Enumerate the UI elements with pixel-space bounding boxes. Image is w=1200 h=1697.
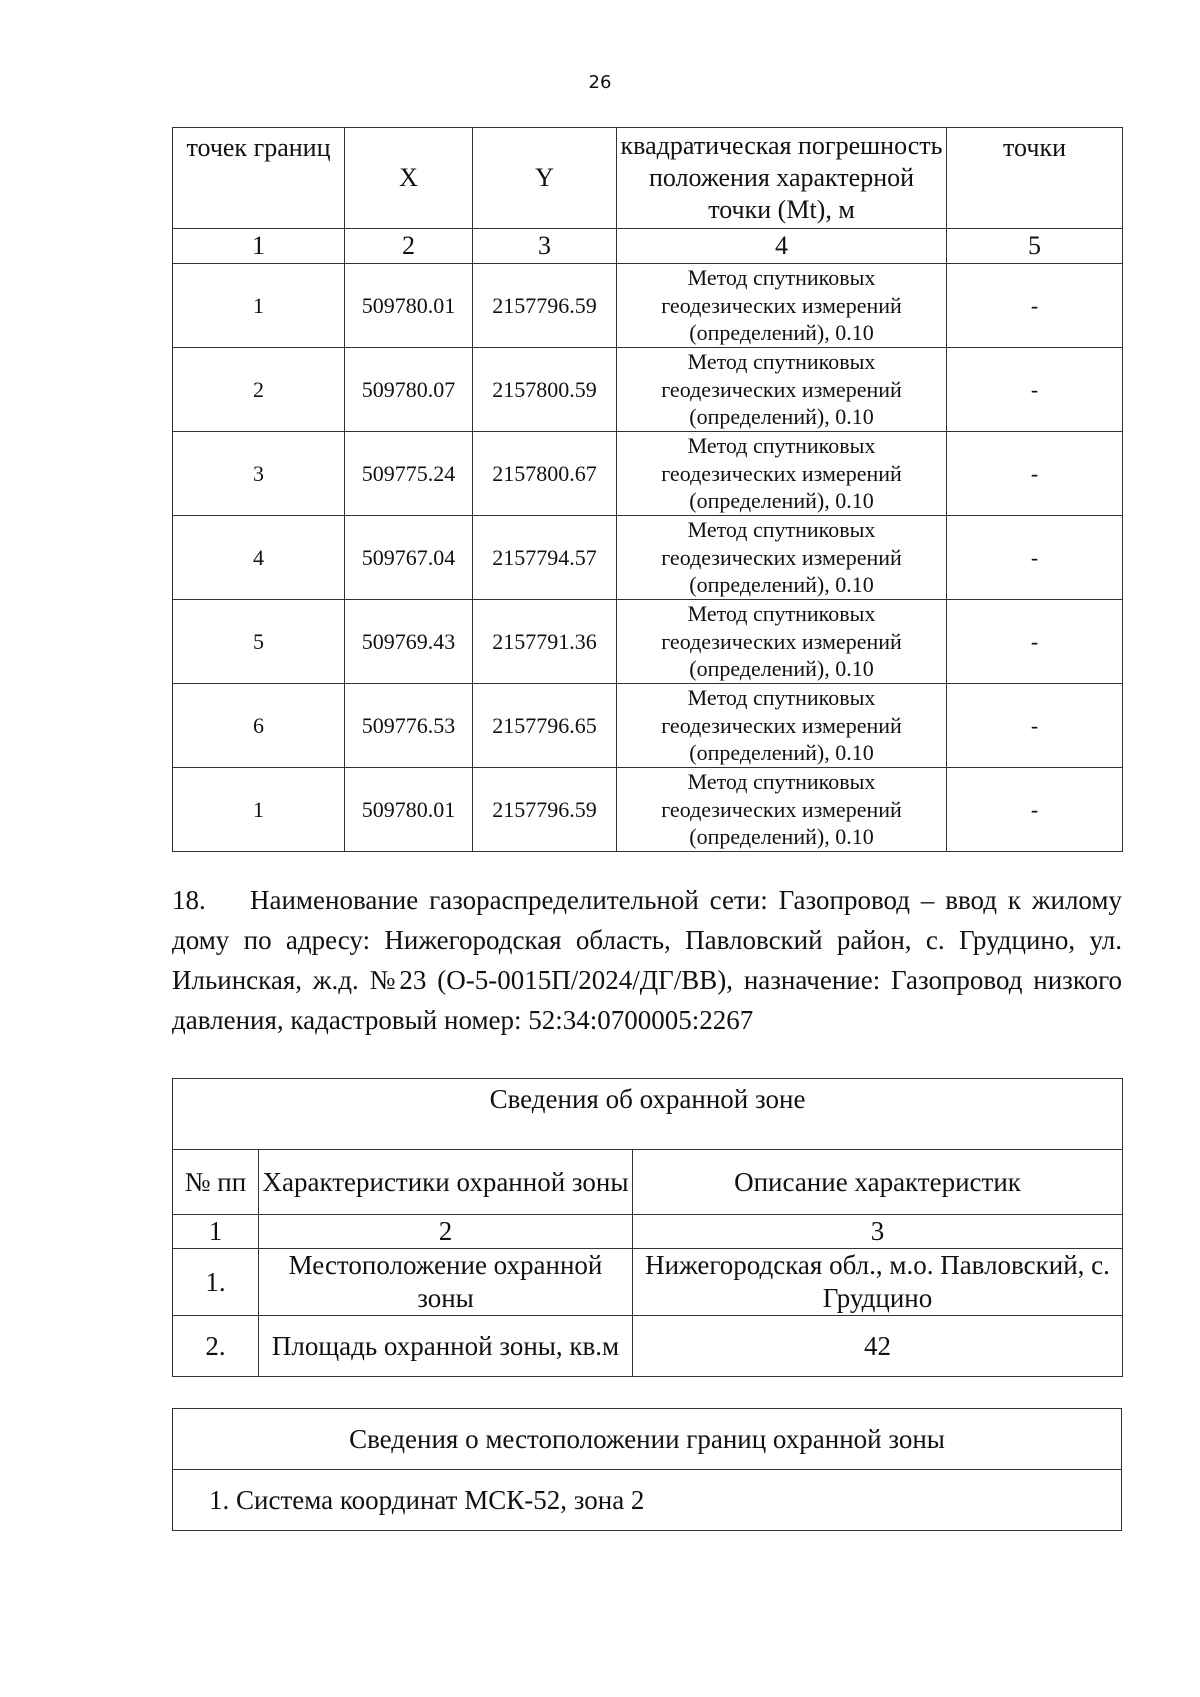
point-description: - bbox=[947, 600, 1123, 684]
zone-table-title: Сведения об охранной зоне bbox=[173, 1079, 1123, 1150]
table-row bbox=[173, 264, 1123, 348]
column-number: 2 bbox=[345, 229, 473, 264]
table-row bbox=[173, 600, 1123, 684]
column-number: 1 bbox=[173, 1215, 259, 1249]
network-paragraph bbox=[172, 880, 1122, 1040]
table-row bbox=[173, 1316, 1123, 1377]
coordinates-table-header bbox=[173, 128, 1123, 229]
point-description: - bbox=[947, 768, 1123, 852]
header-boundary-points: точек границ bbox=[173, 128, 345, 229]
row-characteristic: Местоположение охранной зоны bbox=[259, 1249, 633, 1316]
header-description: Описание характеристик bbox=[633, 1150, 1123, 1215]
point-number: 2 bbox=[173, 348, 345, 432]
coordinate-system: 1. Система координат МСК-52, зона 2 bbox=[173, 1470, 1122, 1531]
point-description: - bbox=[947, 348, 1123, 432]
point-description: - bbox=[947, 516, 1123, 600]
point-description: - bbox=[947, 432, 1123, 516]
accuracy-method: Метод спутниковых геодезических измерений (определений), 0.10 bbox=[617, 432, 947, 516]
accuracy-method: Метод спутниковых геодезических измерений (определений), 0.10 bbox=[617, 684, 947, 768]
point-number: 5 bbox=[173, 600, 345, 684]
row-number: 2. bbox=[173, 1316, 259, 1377]
table-row bbox=[173, 684, 1123, 768]
header-point-description: точки bbox=[947, 128, 1123, 229]
column-number: 3 bbox=[633, 1215, 1123, 1249]
accuracy-method: Метод спутниковых геодезических измерений (определений), 0.10 bbox=[617, 516, 947, 600]
y-coordinate: 2157794.57 bbox=[473, 516, 617, 600]
y-coordinate: 2157796.65 bbox=[473, 684, 617, 768]
table-row bbox=[173, 348, 1123, 432]
protection-zone-table bbox=[172, 1078, 1123, 1377]
table-row bbox=[173, 432, 1123, 516]
point-number: 3 bbox=[173, 432, 345, 516]
x-coordinate: 509776.53 bbox=[345, 684, 473, 768]
point-number: 6 bbox=[173, 684, 345, 768]
row-characteristic: Площадь охранной зоны, кв.м bbox=[259, 1316, 633, 1377]
y-coordinate: 2157800.59 bbox=[473, 348, 617, 432]
header-accuracy: квадратическая погрешность положения характерной точки (Mt), м bbox=[617, 128, 947, 229]
point-number: 1 bbox=[173, 768, 345, 852]
accuracy-method: Метод спутниковых геодезических измерений (определений), 0.10 bbox=[617, 264, 947, 348]
column-number: 4 bbox=[617, 229, 947, 264]
x-coordinate: 509767.04 bbox=[345, 516, 473, 600]
boundary-location-table bbox=[172, 1408, 1122, 1531]
header-number: № пп bbox=[173, 1150, 259, 1215]
accuracy-method: Метод спутниковых геодезических измерений (определений), 0.10 bbox=[617, 768, 947, 852]
y-coordinate: 2157800.67 bbox=[473, 432, 617, 516]
page-number: 26 bbox=[588, 72, 612, 93]
y-coordinate: 2157796.59 bbox=[473, 768, 617, 852]
y-coordinate: 2157796.59 bbox=[473, 264, 617, 348]
y-coordinate: 2157791.36 bbox=[473, 600, 617, 684]
column-number: 1 bbox=[173, 229, 345, 264]
x-coordinate: 509780.01 bbox=[345, 264, 473, 348]
table-row bbox=[173, 1249, 1123, 1316]
x-coordinate: 509775.24 bbox=[345, 432, 473, 516]
paragraph-number: 18. bbox=[172, 885, 206, 915]
table-row bbox=[173, 768, 1123, 852]
header-y: Y bbox=[473, 128, 617, 229]
x-coordinate: 509780.01 bbox=[345, 768, 473, 852]
column-number: 3 bbox=[473, 229, 617, 264]
point-description: - bbox=[947, 264, 1123, 348]
x-coordinate: 509769.43 bbox=[345, 600, 473, 684]
point-number: 1 bbox=[173, 264, 345, 348]
column-number: 2 bbox=[259, 1215, 633, 1249]
table-row bbox=[173, 516, 1123, 600]
row-number: 1. bbox=[173, 1249, 259, 1316]
coordinates-table bbox=[172, 127, 1123, 852]
paragraph-text: Наименование газораспределительной сети: Газопровод – ввод к жилому дому по адресу: Нижегородская область, Павловский район, с. Грудцино, ул. Ильинская, ж.д. №23 (О-5-0015П/2024/ДГ/ВВ), назначение: Газопровод низкого давления, кадастровый номер: 52:34:0700005:2267 bbox=[172, 885, 1122, 1035]
x-coordinate: 509780.07 bbox=[345, 348, 473, 432]
accuracy-method: Метод спутниковых геодезических измерений (определений), 0.10 bbox=[617, 600, 947, 684]
row-description: 42 bbox=[633, 1316, 1123, 1377]
column-numbers-row bbox=[173, 229, 1123, 264]
accuracy-method: Метод спутниковых геодезических измерений (определений), 0.10 bbox=[617, 348, 947, 432]
row-description: Нижегородская обл., м.о. Павловский, с. Грудцино bbox=[633, 1249, 1123, 1316]
column-number: 5 bbox=[947, 229, 1123, 264]
header-x: X bbox=[345, 128, 473, 229]
point-description: - bbox=[947, 684, 1123, 768]
point-number: 4 bbox=[173, 516, 345, 600]
bounds-table-title: Сведения о местоположении границ охранной зоны bbox=[173, 1409, 1122, 1470]
header-characteristics: Характеристики охранной зоны bbox=[259, 1150, 633, 1215]
